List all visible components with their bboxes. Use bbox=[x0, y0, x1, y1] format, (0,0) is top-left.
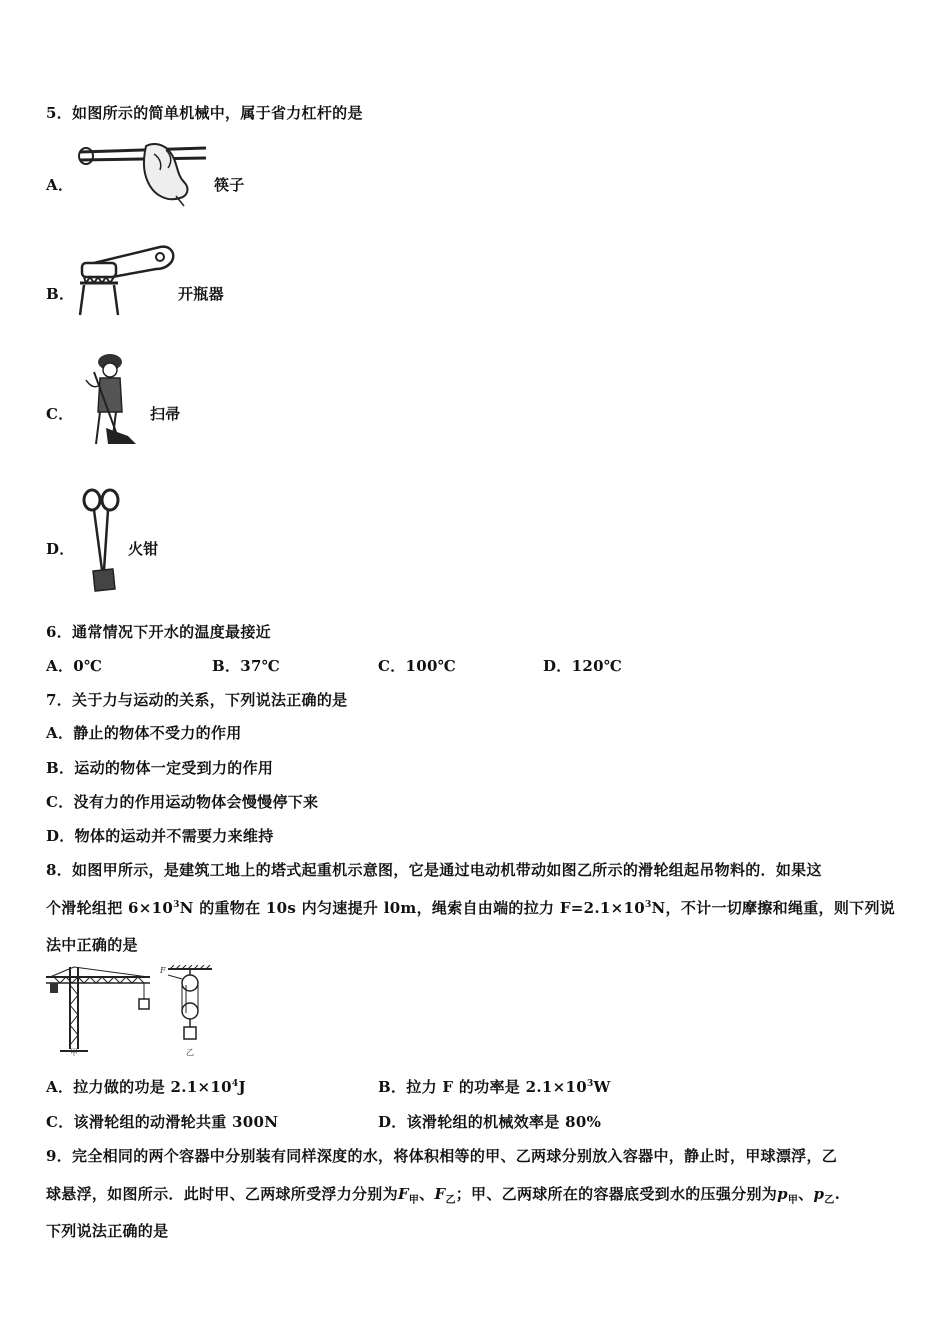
q9-stem-line1: 9．完全相同的两个容器中分别装有同样深度的水，将体积相等的甲、乙两球分别放入容器中，静止时，甲球漂浮，乙 bbox=[46, 1147, 838, 1165]
q9-sep-2: 、 bbox=[798, 1185, 814, 1203]
q7-option-d: D．物体的运动并不需要力来维持 bbox=[46, 827, 274, 845]
q8-option-c: C．该滑轮组的动滑轮共重 300N bbox=[46, 1113, 279, 1131]
figure-label-yi: 乙 bbox=[186, 1048, 194, 1057]
chopsticks-icon bbox=[76, 140, 211, 215]
q5-option-b-label: B． bbox=[46, 285, 75, 303]
q6-option-b: B．37℃ bbox=[212, 657, 281, 675]
q6-option-c: C．100℃ bbox=[378, 657, 457, 675]
q7-option-a: A．静止的物体不受力的作用 bbox=[46, 724, 242, 742]
q9-end: . bbox=[834, 1185, 841, 1203]
q8-exp-2: 3 bbox=[644, 900, 652, 910]
q9-sub-jia-f: 甲 bbox=[408, 1195, 420, 1206]
q8-option-b-exp: 3 bbox=[586, 1079, 594, 1089]
q9-sub-jia-p: 甲 bbox=[787, 1195, 799, 1206]
q8-stem-2a: 个滑轮组把 6×10 bbox=[46, 899, 174, 917]
q9-symbol-p-yi: p bbox=[813, 1185, 825, 1203]
q5-option-b-text: 开瓶器 bbox=[178, 285, 224, 303]
q9-symbol-f-yi: F bbox=[434, 1185, 446, 1203]
q5-option-a-label: A． bbox=[46, 176, 74, 194]
q9-sub-yi-f: 乙 bbox=[445, 1195, 456, 1206]
bottle-opener-icon bbox=[72, 243, 182, 318]
q6-stem: 6．通常情况下开水的温度最接近 bbox=[46, 623, 271, 641]
q8-option-a-unit: J bbox=[238, 1078, 246, 1096]
figure-label-jia: 甲 bbox=[70, 1048, 78, 1057]
q8-option-a bbox=[46, 1076, 246, 1097]
broom-icon bbox=[72, 352, 147, 447]
q8-option-b-text: B．拉力 F 的功率是 2.1×10 bbox=[378, 1078, 587, 1096]
q7-option-b: B．运动的物体一定受到力的作用 bbox=[46, 759, 274, 777]
tower-crane-figure bbox=[44, 965, 154, 1055]
q9-sep-1: 、 bbox=[419, 1185, 435, 1203]
q9-stem-line3: 下列说法正确的是 bbox=[46, 1222, 169, 1240]
q7-option-c: C．没有力的作用运动物体会慢慢停下来 bbox=[46, 793, 319, 811]
q9-stem-2a: 球悬浮，如图所示．此时甲、乙两球所受浮力分别为 bbox=[46, 1185, 398, 1203]
q6-option-d: D．120℃ bbox=[543, 657, 623, 675]
q8-option-b-unit: W bbox=[593, 1078, 611, 1096]
q8-option-a-text: A．拉力做的功是 2.1×10 bbox=[46, 1078, 232, 1096]
q9-stem-2b: ；甲、乙两球所在的容器底受到水的压强分别为 bbox=[455, 1185, 778, 1203]
q8-stem-2b: N 的重物在 10s 内匀速提升 l0m，绳索自由端的拉力 F=2.1×10 bbox=[179, 899, 645, 917]
figure-label-f: F bbox=[160, 966, 166, 975]
q9-symbol-p-jia: p bbox=[777, 1185, 788, 1203]
q8-stem-2c: N，不计一切摩擦和绳重，则下列说 bbox=[651, 899, 896, 917]
q5-stem: 5．如图所示的简单机械中，属于省力杠杆的是 bbox=[46, 104, 363, 122]
q8-option-a-exp: 4 bbox=[231, 1079, 239, 1089]
fire-tongs-icon bbox=[78, 488, 128, 598]
q8-exp-1: 3 bbox=[173, 900, 180, 910]
q5-option-d-text: 火钳 bbox=[128, 540, 159, 558]
q9-symbol-f-jia: F bbox=[397, 1185, 409, 1203]
q9-stem-line2 bbox=[46, 1183, 840, 1204]
q6-option-a: A．0℃ bbox=[46, 657, 103, 675]
q5-option-c-text: 扫帚 bbox=[150, 405, 181, 423]
q7-stem: 7．关于力与运动的关系，下列说法正确的是 bbox=[46, 691, 348, 709]
q5-option-a-text: 筷子 bbox=[214, 176, 245, 194]
q9-sub-yi-p: 乙 bbox=[824, 1195, 835, 1206]
q5-option-d-label: D． bbox=[46, 540, 75, 558]
q8-stem-line2 bbox=[46, 897, 895, 918]
q8-option-d: D．该滑轮组的机械效率是 80% bbox=[378, 1113, 602, 1131]
q8-option-b bbox=[378, 1076, 611, 1097]
q8-stem-line3: 法中正确的是 bbox=[46, 936, 138, 954]
q8-stem-line1: 8．如图甲所示，是建筑工地上的塔式起重机示意图，它是通过电动机带动如图乙所示的滑轮组起吊物料的．如果这 bbox=[46, 861, 822, 879]
q5-option-c-label: C． bbox=[46, 405, 74, 423]
pulley-block-figure bbox=[160, 965, 215, 1055]
